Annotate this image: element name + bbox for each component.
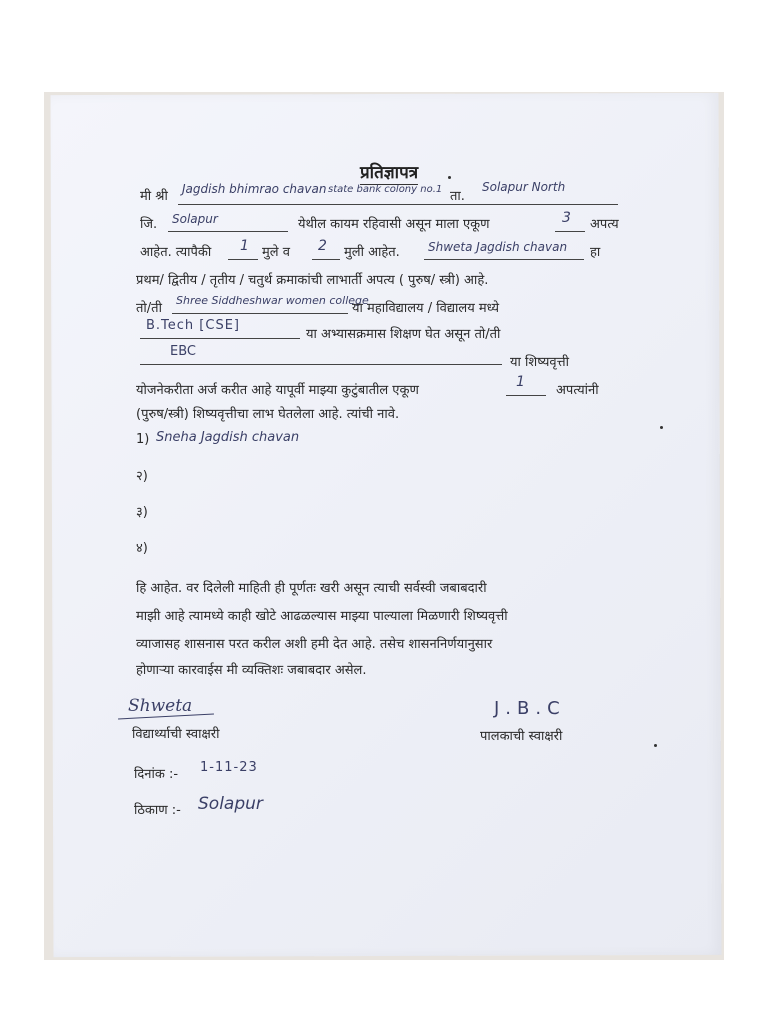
name-number-4: ४) — [136, 541, 148, 556]
parent-signature: J.B.C — [494, 698, 566, 719]
beneficiary-underline — [424, 259, 584, 260]
daughters-underline — [312, 259, 340, 260]
line4-text: प्रथम/ द्वितीय / तृतीय / चतुर्थ क्रमाकांची लाभार्ती अपत्य ( पुरुष/ स्त्री) आहे. — [136, 273, 489, 288]
student-signature: Shweta — [128, 696, 193, 716]
sons-underline — [228, 259, 258, 260]
parent-signature-label: पालकाची स्वाक्षरी — [480, 729, 563, 744]
speck — [448, 176, 451, 179]
college-name: Shree Siddheshwar women college — [176, 294, 369, 307]
line3-suffix: हा — [590, 245, 601, 260]
name-number-1: 1) — [136, 432, 150, 447]
student-signature-label: विद्यार्थ्याची स्वाक्षरी — [132, 727, 220, 742]
applicant-name: Jagdish bhimrao chavan — [182, 182, 327, 196]
name-value-1: Sneha Jagdish chavan — [156, 430, 300, 445]
college-underline — [172, 313, 348, 314]
name-number-2: २) — [136, 469, 148, 484]
line8-suffix: अपत्यांनी — [556, 383, 599, 398]
line3-sons-label: मुले व — [262, 245, 290, 260]
total-underline — [555, 231, 585, 232]
daughters-count: 2 — [318, 238, 327, 254]
date-value: 1-11-23 — [200, 760, 258, 775]
line7-text: या शिष्यवृत्ती — [510, 355, 569, 370]
line2-underline — [168, 231, 288, 232]
line1-prefix: मी श्री — [140, 189, 168, 204]
scheme-underline — [140, 364, 502, 365]
total-children: 3 — [562, 210, 571, 226]
line1-taluka-label: ता. — [450, 189, 465, 204]
line1-underline — [178, 204, 618, 205]
place-value: Solapur — [198, 794, 263, 814]
declaration-line-3: व्याजासह शासनास परत करील अशी हमी देत आहे. तसेच शासननिर्णयानुसार — [136, 637, 493, 652]
place-label: ठिकाण :- — [134, 803, 181, 818]
course-name: B.Tech [CSE] — [146, 318, 240, 333]
line2-text: येथील कायम रहिवासी असून माला एकूण — [298, 217, 490, 232]
date-label: दिनांक :- — [134, 767, 179, 782]
course-underline — [140, 338, 300, 339]
taluka-value: Solapur North — [482, 180, 566, 194]
line5-prefix: तो/ती — [136, 301, 162, 316]
line3-prefix: आहेत. त्यापैकी — [140, 245, 212, 260]
declaration-line-2: माझी आहे त्यामध्ये काही खोटे आढळल्यास माझ्या पाल्याला मिळणारी शिष्यवृत्ती — [136, 609, 508, 624]
line2-district-label: जि. — [140, 217, 158, 232]
speck — [654, 744, 657, 747]
beneficiary-name: Shweta Jagdish chavan — [428, 240, 568, 254]
document-title: प्रतिज्ञापत्र — [360, 160, 418, 185]
district-value: Solapur — [172, 212, 218, 226]
declaration-line-4: होणाऱ्या कारवाईस मी व्यक्तिशः जबाबदार असेल. — [136, 663, 367, 678]
count-underline — [506, 395, 546, 396]
scheme-name: EBC — [170, 344, 196, 359]
previous-beneficiaries-count: 1 — [516, 374, 525, 390]
name-number-3: ३) — [136, 505, 148, 520]
sons-count: 1 — [240, 238, 249, 254]
speck — [660, 426, 663, 429]
line2-suffix: अपत्य — [590, 217, 619, 232]
line3-daughters-label: मुली आहेत. — [344, 245, 400, 260]
line8-text: योजनेकरीता अर्ज करीत आहे यापूर्वी माझ्या कुटुंबातील एकूण — [136, 383, 419, 398]
applicant-address: state bank colony no.1 — [328, 184, 443, 195]
line5-text: या महाविद्यालय / विद्यालय मध्ये — [352, 301, 500, 316]
declaration-line-1: हि आहेत. वर दिलेली माहिती ही पूर्णतः खरी असून त्याची सर्वस्वी जबाबदारी — [136, 581, 487, 596]
line9-text: (पुरुष/स्त्री) शिष्यवृत्तीचा लाभ घेतलेला आहे. त्यांची नावे. — [136, 407, 400, 422]
line6-text: या अभ्यासक्रमास शिक्षण घेत असून तो/ती — [306, 327, 501, 342]
